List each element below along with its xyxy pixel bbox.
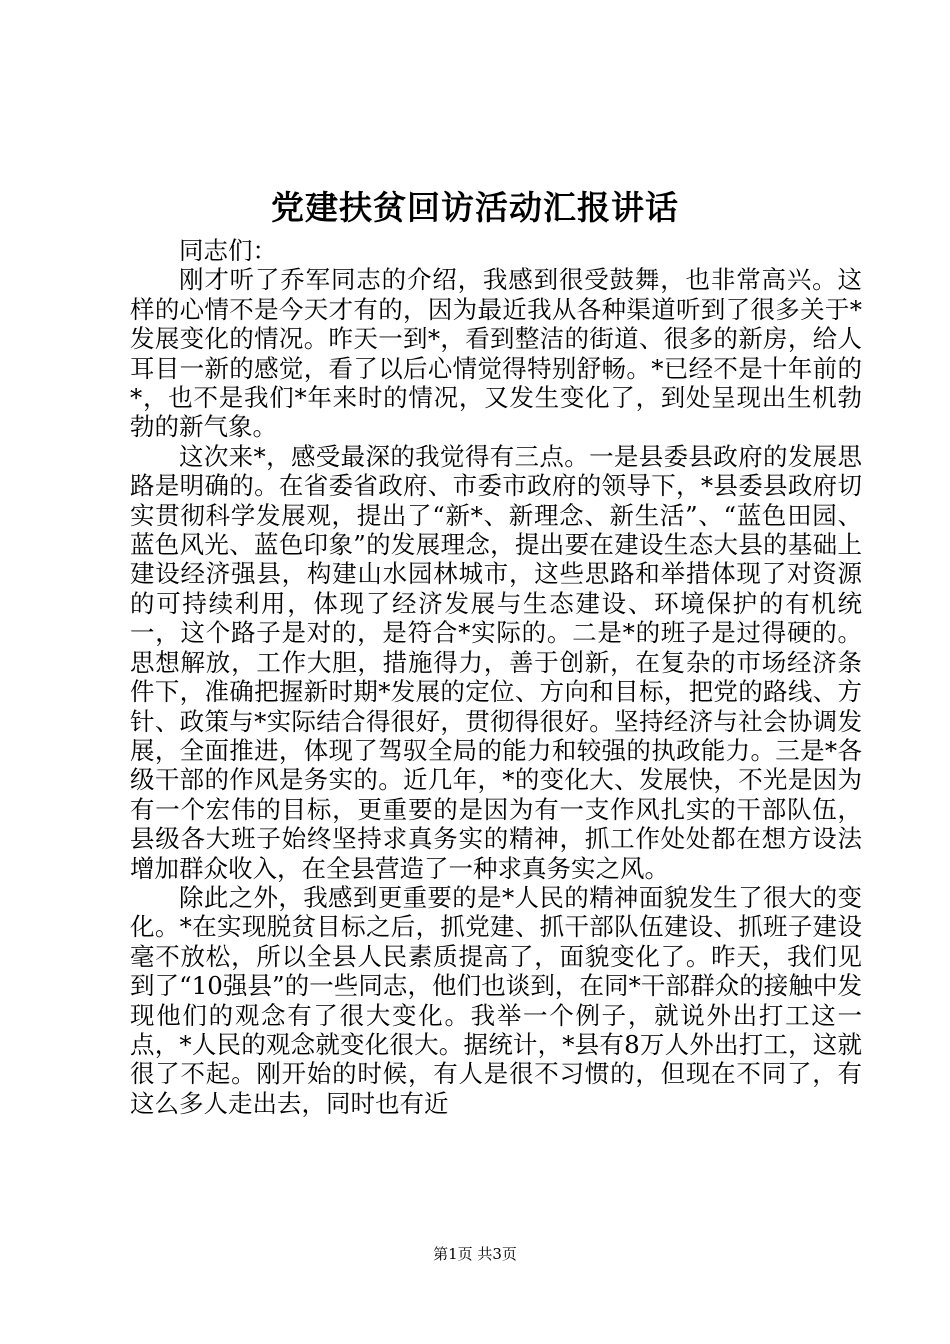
paragraph-2: 这次来*，感受最深的我觉得有三点。一是县委县政府的发展思路是明确的。在省委省政府、市委市政府的领导下，*县委县政府切实贯彻科学发展观，提出了“新*、新理念、新生活”、“蓝色田园、蓝色风光、蓝色印象”的发展理念，提出要在建设生态大县的基础上建设经济强县，构建山水园林城市，这些思路和举措体现了对资源的可持续利用，体现了经济发展与生态建设、环境保护的有机统一，这个路子是对的，是符合*实际的。二是*的班子是过得硬的。思想解放，工作大胆，措施得力，善于创新，在复杂的市场经济条件下，准确把握新时期*发展的定位、方向和目标，把党的路线、方针、政策与*实际结合得很好，贯彻得很好。坚持经济与社会协调发展，全面推进，体现了驾驭全局的能力和较强的执政能力。三是*各级干部的作风是务实的。近几年，*的变化大、发展快，不光是因为有一个宏伟的目标，更重要的是因为有一支作风扎实的干部队伍，县级各大班子始终坚持求真务实的精神，抓工作处处都在想方设法增加群众收入，在全县营造了一种求真务实之风。	[130, 441, 862, 883]
page-footer	[0, 1243, 950, 1265]
document-body	[130, 236, 862, 1118]
paragraph-3: 除此之外，我感到更重要的是*人民的精神面貌发生了很大的变化。*在实现脱贫目标之后，抓党建、抓干部队伍建设、抓班子建设毫不放松，所以全县人民素质提高了，面貌变化了。昨天，我们见到了“10强县”的一些同志，他们也谈到，在同*干部群众的接触中发现他们的观念有了很大变化。我举一个例子，就说外出打工这一点，*人民的观念就变化很大。据统计，*县有8万人外出打工，这就很了不起。刚开始的时候，有人是很不习惯的，但现在不同了，有这么多人走出去，同时也有近	[130, 882, 862, 1118]
salutation: 同志们：	[179, 236, 277, 265]
document-title: 党建扶贫回访活动汇报讲话	[271, 188, 679, 227]
page-indicator: 第1页 共3页	[433, 1245, 517, 1263]
paragraph-1: 刚才听了乔军同志的介绍，我感到很受鼓舞，也非常高兴。这样的心情不是今天才有的，因为最近我从各种渠道听到了很多关于*发展变化的情况。昨天一到*，看到整洁的街道、很多的新房，给人耳目一新的感觉，看了以后心情觉得特别舒畅。*已经不是十年前的*，也不是我们*年来时的情况，又发生变化了，到处呈现出生机勃勃的新气象。	[130, 265, 862, 442]
